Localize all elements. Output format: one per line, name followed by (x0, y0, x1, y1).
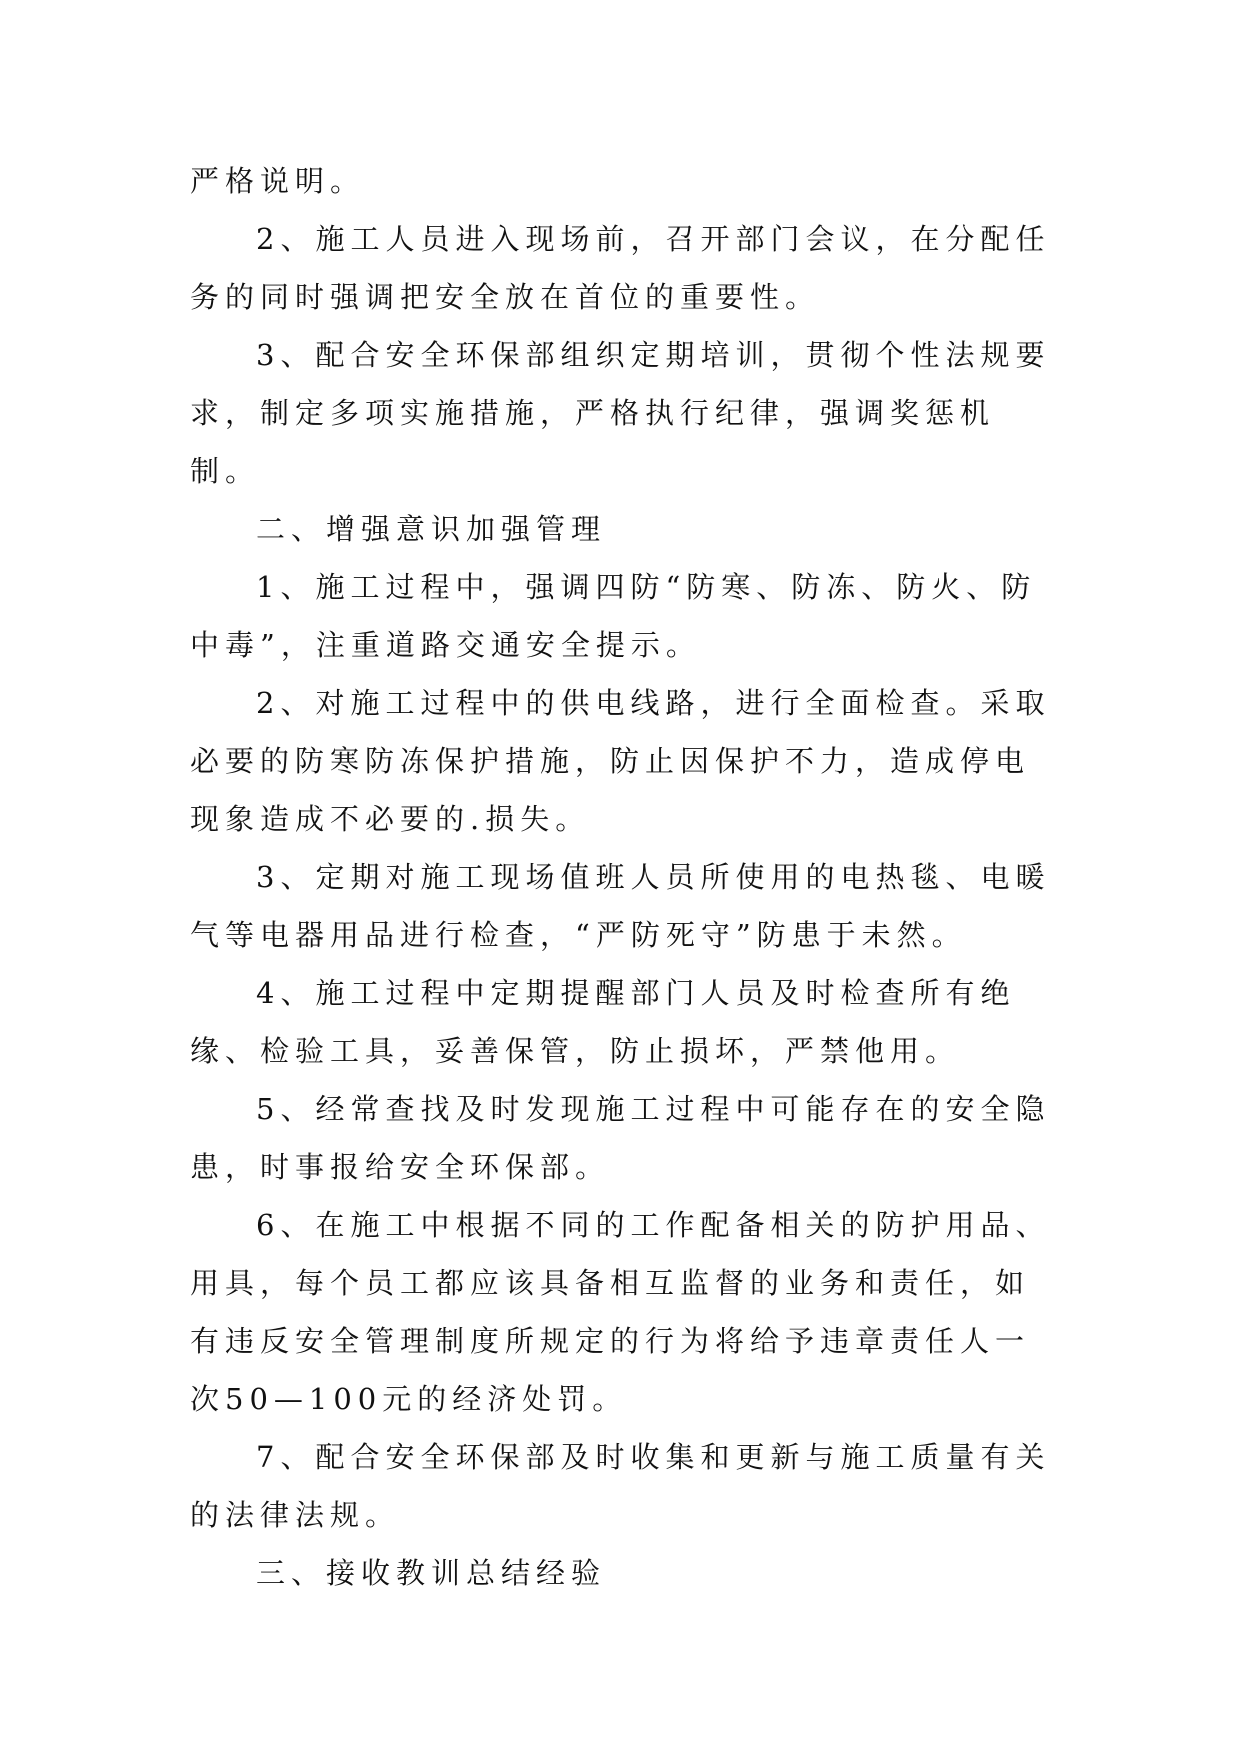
paragraph-item-4-insulation: 4、施工过程中定期提醒部门人员及时检查所有绝缘、检验工具，妥善保管，防止损坏，严禁他用。 (190, 976, 1016, 1068)
section-heading-2: 二、增强意识加强管理 (256, 512, 607, 546)
paragraph-item-3-appliances: 3、定期对施工现场值班人员所使用的电热毯、电暖气等电器用品进行检查，“严防死守”防患于未然。 (190, 860, 1051, 952)
paragraph-item-5-hazards: 5、经常查找及时发现施工过程中可能存在的安全隐患，时事报给安全环保部。 (190, 1092, 1051, 1184)
section-heading-3: 三、接收教训总结经验 (256, 1556, 607, 1590)
paragraph-continuation: 严格说明。 (190, 164, 366, 198)
paragraph-item-6-protective-gear: 6、在施工中根据不同的工作配备相关的防护用品、用具，每个员工都应该具备相互监督的业务和责任，如有违反安全管理制度所规定的行为将给予违章责任人一次50—100元的经济处罚。 (190, 1208, 1051, 1416)
paragraph-item-2-power-lines: 2、对施工过程中的供电线路，进行全面检查。采取必要的防寒防冻保护措施，防止因保护不力，造成停电现象造成不必要的.损失。 (190, 686, 1051, 836)
paragraph-item-2-meeting: 2、施工人员进入现场前，召开部门会议，在分配任务的同时强调把安全放在首位的重要性。 (190, 222, 1051, 314)
document-body (190, 152, 1055, 1602)
paragraph-item-1-four-preventions: 1、施工过程中，强调四防“防寒、防冻、防火、防中毒”，注重道路交通安全提示。 (190, 570, 1037, 662)
paragraph-item-7-regulations: 7、配合安全环保部及时收集和更新与施工质量有关的法律法规。 (190, 1440, 1051, 1532)
paragraph-item-3-training: 3、配合安全环保部组织定期培训，贯彻个性法规要求，制定多项实施措施，严格执行纪律，强调奖惩机制。 (190, 338, 1051, 488)
